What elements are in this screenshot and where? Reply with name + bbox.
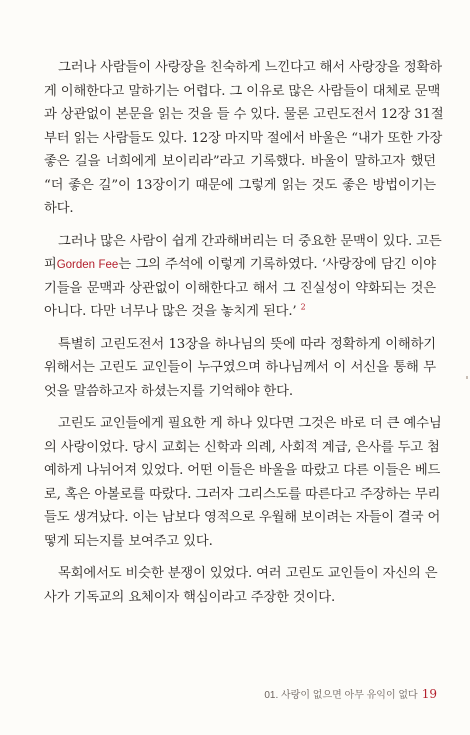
page-footer: [264, 686, 437, 701]
text-line: 그러나 사람들이 사랑장을 친숙하게 느낀다고 해서 사랑장을 정확하: [58, 60, 442, 75]
author-name-latin: Gorden Fee: [56, 259, 119, 271]
paragraph-1: [44, 56, 444, 221]
text-line: 좋은 길을 너희에게 보이리라”라고 기록했다. 바울이 말하고자 했던: [44, 154, 436, 169]
body-text: [44, 56, 444, 618]
text-line: 로, 혹은 아볼로를 따랐다. 그러자 그리스도를 따른다고 주장하는 무리: [44, 486, 441, 502]
paragraph-2: [44, 230, 442, 324]
name-prefix: 피: [44, 257, 57, 272]
text-line: 특별히 고린도전서 13장을 하나님의 뜻에 따라 정확하게 이해하기: [58, 336, 436, 352]
margin-mark: [466, 376, 468, 379]
text-line: 부터 읽는 사람들도 있다. 12장 마지막 절에서 바울은 “내가 또한 가장: [44, 130, 443, 146]
paragraph-3: [44, 333, 436, 404]
page-number: 19: [421, 687, 437, 701]
running-chapter-title: 01. 사랑이 없으면 아무 유익이 없다: [264, 690, 418, 701]
text-line: 의 사랑이었다. 당시 교회는 신학과 의례, 사회적 계급, 은사를 두고 첨: [44, 439, 440, 455]
text-line: 엇을 말씀하고자 하셨는지를 기억해야 한다.: [44, 383, 293, 399]
text-line: “더 좋은 길”이 13장이기 때문에 그렇게 읽는 것도 좋은 방법이기는: [44, 177, 436, 193]
paragraph-5: [44, 562, 436, 609]
text-line: 위해서는 고린도 교인들이 누구였으며 하나님께서 이 서신을 통해 무: [44, 360, 436, 375]
text-line-with-footnote: [44, 300, 436, 324]
text-line: 게 이해한다고 말하기는 어렵다. 그 이유로 많은 사람들이 대체로 문맥: [44, 83, 441, 99]
text-line: 사가 기독교의 요체이자 핵심이라고 주장한 것이다.: [44, 589, 336, 605]
text-line: 예하게 나뉘어져 있었다. 어떤 이들은 바울을 따랐고 다른 이들은 베드: [44, 463, 441, 478]
quote-end: 아니다. 다만 너무나 많은 것을 놓치게 된다.’: [44, 304, 297, 319]
text-line-with-name: [44, 253, 436, 277]
text-line: 고린도 교인들에게 필요한 게 하나 있다면 그것은 바로 더 큰 예수님: [58, 416, 442, 431]
text-line: 그러나 많은 사람이 쉽게 간과해버리는 더 중요한 문맥이 있다. 고든: [58, 233, 442, 249]
text-line: 기들을 문맥과 상관없이 이해한다고 해서 그 진실성이 약화되는 것은: [44, 280, 436, 296]
text-line: 과 상관없이 본문을 읽는 것을 들 수 있다. 물론 고린도전서 12장 31절: [44, 107, 444, 122]
text-line: 목회에서도 비슷한 분쟁이 있었다. 여러 고린도 교인들이 자신의 은: [58, 566, 438, 581]
name-rest: 는 그의 주석에 이렇게 기록하였다. ‘사랑장에 담긴 이야: [118, 257, 436, 272]
paragraph-4: [44, 412, 442, 553]
footnote-marker[interactable]: 2: [300, 302, 306, 312]
text-line: 하다.: [44, 201, 74, 216]
text-line: 들도 생겨났다. 이는 남보다 영적으로 우월해 보이려는 자들이 결국 어: [44, 510, 441, 525]
text-line: 떻게 되는지를 보여주고 있다.: [44, 533, 213, 549]
